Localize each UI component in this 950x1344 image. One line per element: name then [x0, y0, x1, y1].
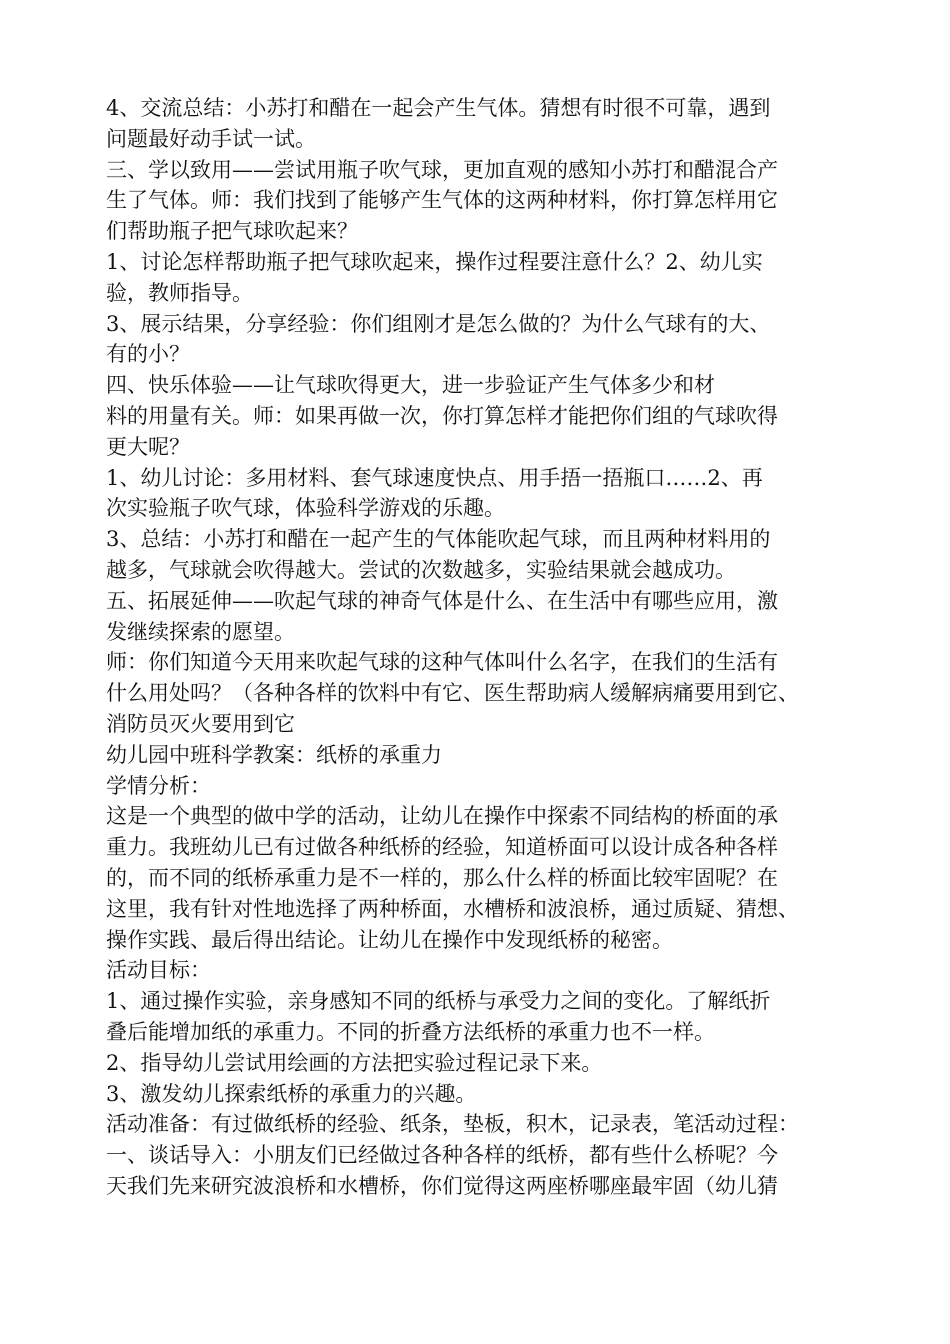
text-line: 1、通过操作实验，亲身感知不同的纸桥与承受力之间的变化。了解纸折 [106, 989, 771, 1014]
text-line: 这里，我有针对性地选择了两种桥面，水槽桥和波浪桥，通过质疑、猜想、 [106, 896, 799, 921]
text-line: 活动准备：有过做纸桥的经验、纸条，垫板，积木，记录表，笔活动过程： [106, 1112, 799, 1137]
text-line: 操作实践、最后得出结论。让幼儿在操作中发现纸桥的秘密。 [106, 927, 673, 952]
text-line: 五、拓展延伸——吹起气球的神奇气体是什么、在生活中有哪些应用，激 [106, 588, 778, 613]
text-line: 3、激发幼儿探索纸桥的承重力的兴趣。 [106, 1081, 477, 1106]
text-line: 有的小？ [106, 342, 190, 367]
text-line: 四、快乐体验——让气球吹得更大，进一步验证产生气体多少和材 [106, 373, 715, 398]
text-line: 消防员灭火要用到它 [106, 711, 295, 736]
text-line: 4、交流总结：小苏打和醋在一起会产生气体。猜想有时很不可靠，遇到 [106, 96, 771, 120]
text-line: 幼儿园中班科学教案：纸桥的承重力 [106, 742, 442, 767]
text-line: 1、讨论怎样帮助瓶子把气球吹起来，操作过程要注意什么？2、幼儿实 [106, 249, 763, 274]
text-line: 师：你们知道今天用来吹起气球的这种气体叫什么名字，在我们的生活有 [106, 650, 778, 675]
text-line: 这是一个典型的做中学的活动，让幼儿在操作中探索不同结构的桥面的承 [106, 804, 778, 829]
text-line: 天我们先来研究波浪桥和水槽桥，你们觉得这两座桥哪座最牢固（幼儿猜 [106, 1173, 778, 1198]
text-line: 叠后能增加纸的承重力。不同的折叠方法纸桥的承重力也不一样。 [106, 1019, 715, 1044]
text-line: 验，教师指导。 [106, 280, 253, 305]
text-line: 次实验瓶子吹气球，体验科学游戏的乐趣。 [106, 496, 505, 521]
text-line: 发继续探索的愿望。 [106, 619, 295, 644]
text-line: 1、幼儿讨论：多用材料、套气球速度快点、用手捂一捂瓶口……2、再 [106, 465, 763, 490]
text-line: 料的用量有关。师：如果再做一次，你打算怎样才能把你们组的气球吹得 [106, 403, 778, 428]
text-line: 们帮助瓶子把气球吹起来？ [106, 219, 358, 244]
text-line: 问题最好动手试一试。 [106, 126, 316, 151]
text-line: 三、学以致用——尝试用瓶子吹气球，更加直观的感知小苏打和醋混合产 [106, 157, 778, 182]
text-line: 3、总结：小苏打和醋在一起产生的气体能吹起气球，而且两种材料用的 [106, 527, 771, 552]
text-line: 的，而不同的纸桥承重力是不一样的，那么什么样的桥面比较牢固呢？在 [106, 865, 778, 890]
text-line: 什么用处吗？（各种各样的饮料中有它、医生帮助病人缓解病痛要用到它、 [106, 681, 799, 706]
text-line: 学情分析： [106, 773, 211, 798]
text-line: 重力。我班幼儿已有过做各种纸桥的经验，知道桥面可以设计成各种各样 [106, 835, 778, 860]
document-body [106, 94, 866, 1203]
text-line: 越多，气球就会吹得越大。尝试的次数越多，实验结果就会越成功。 [106, 557, 736, 582]
text-line: 2、指导幼儿尝试用绘画的方法把实验过程记录下来。 [106, 1050, 603, 1075]
text-line: 活动目标： [106, 958, 211, 983]
text-line: 3、展示结果，分享经验：你们组刚才是怎么做的？为什么气球有的大、 [106, 311, 771, 336]
text-line: 更大呢？ [106, 434, 190, 459]
text-line: 生了气体。师：我们找到了能够产生气体的这两种材料，你打算怎样用它 [106, 188, 778, 213]
text-line: 一、谈话导入：小朋友们已经做过各种各样的纸桥，都有些什么桥呢？今 [106, 1143, 778, 1168]
